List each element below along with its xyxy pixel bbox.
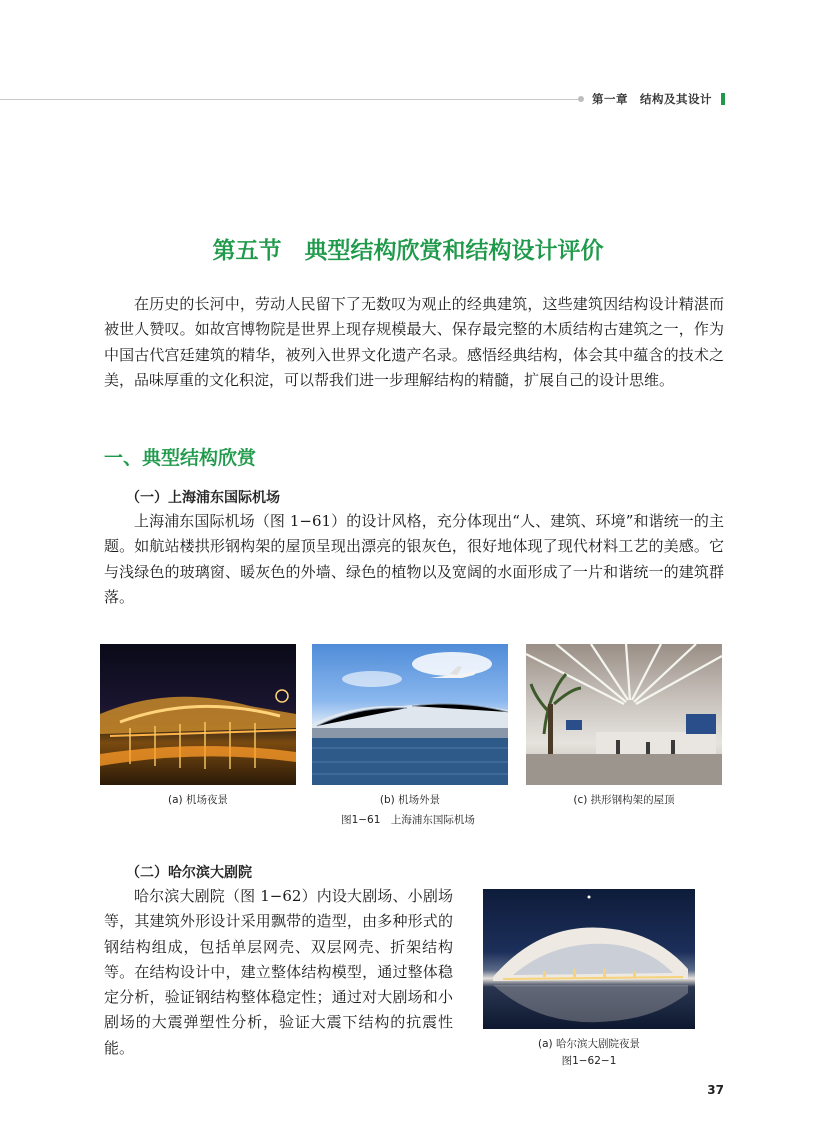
page-number: 37 xyxy=(707,1083,724,1097)
intro-paragraph: 在历史的长河中，劳动人民留下了无数叹为观止的经典建筑，这些建筑因结构设计精湛而被世人赞叹。如故宫博物院是世界上现存规模最大、保存最完整的木质结构古建筑之一，作为中国古代宫廷建筑的精华，被列入世界文化遗产名录。感悟经典结构，体会其中蕴含的技术之美，品味厚重的文化积淀，可以帮我们进一步理解结构的精髓，扩展自己的设计思维。 xyxy=(104,295,724,389)
photo-harbin-opera-night xyxy=(483,889,695,1029)
photo-airport-exterior xyxy=(312,644,508,785)
photo-airport-night xyxy=(100,644,296,785)
subheading-harbin-opera: （二）哈尔滨大剧院 xyxy=(126,865,252,881)
figure-1-61-title: 图1−61 上海浦东国际机场 xyxy=(341,814,475,826)
heading-typical-structures: 一、典型结构欣赏 xyxy=(104,447,257,469)
subheading-pudong-airport: （一）上海浦东国际机场 xyxy=(126,490,280,506)
airport-paragraph: 上海浦东国际机场（图 1−61）的设计风格，充分体现出“人、建筑、环境”和谐统一的主题。如航站楼拱形钢构架的屋顶呈现出漂亮的银灰色，很好地体现了现代材料工艺的美感。它与浅绿色的玻璃窗、暖灰色的外墙、绿色的植物以及宽阔的水面形成了一片和谐统一的建筑群落。 xyxy=(104,512,724,606)
harbin-paragraph: 哈尔滨大剧院（图 1−62）内设大剧场、小剧场等，其建筑外形设计采用飘带的造型，由多种形式的钢结构组成，包括单层网壳、双层网壳、折架结构等。在结构设计中，建立整体结构模型，通过整体稳定分析，验证钢结构整体稳定性；通过对大剧场和小剧场的大震弹塑性分析，验证大震下结构的抗震性能。 xyxy=(104,887,453,1057)
figure-1-62-1-title: 图1−62−1 xyxy=(561,1055,617,1067)
header-rule xyxy=(0,99,578,100)
section-title: 第五节 典型结构欣赏和结构设计评价 xyxy=(212,238,604,264)
photo-arched-steel-roof xyxy=(526,644,722,785)
caption-airport-night: (a) 机场夜景 xyxy=(168,794,228,806)
header-accent-bar xyxy=(721,93,725,105)
caption-harbin-night: (a) 哈尔滨大剧院夜景 xyxy=(538,1038,640,1050)
caption-arched-roof: (c) 拱形钢构架的屋顶 xyxy=(573,794,675,806)
header-rule-dot xyxy=(578,96,584,102)
running-header: 第一章 结构及其设计 xyxy=(592,92,712,106)
caption-airport-exterior: (b) 机场外景 xyxy=(379,794,441,806)
